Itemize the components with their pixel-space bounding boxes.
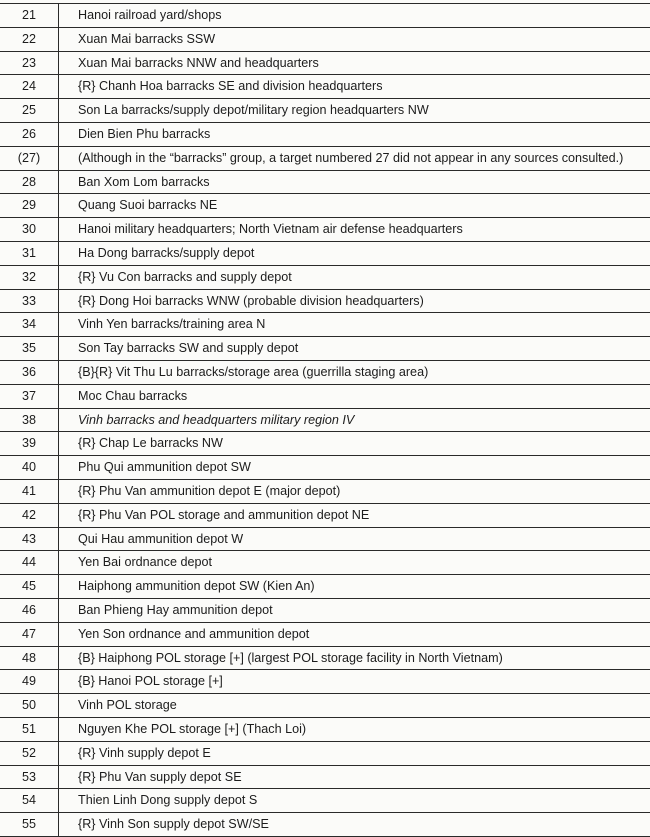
table-row bbox=[0, 622, 650, 646]
target-description: Dien Bien Phu barracks bbox=[59, 122, 650, 146]
target-number: 32 bbox=[0, 265, 59, 289]
table-row bbox=[0, 122, 650, 146]
target-number: 44 bbox=[0, 551, 59, 575]
target-number: 53 bbox=[0, 765, 59, 789]
table-row bbox=[0, 337, 650, 361]
table-row bbox=[0, 265, 650, 289]
target-number: 31 bbox=[0, 241, 59, 265]
target-description: Ban Xom Lom barracks bbox=[59, 170, 650, 194]
target-description: Vinh Yen barracks/training area N bbox=[59, 313, 650, 337]
target-description: Yen Bai ordnance depot bbox=[59, 551, 650, 575]
target-number: 29 bbox=[0, 194, 59, 218]
target-description: Qui Hau ammunition depot W bbox=[59, 527, 650, 551]
target-number: 41 bbox=[0, 479, 59, 503]
target-number: 34 bbox=[0, 313, 59, 337]
target-number: 47 bbox=[0, 622, 59, 646]
table-row bbox=[0, 408, 650, 432]
target-number: 38 bbox=[0, 408, 59, 432]
target-number: 21 bbox=[0, 4, 59, 28]
table-row bbox=[0, 313, 650, 337]
table-row bbox=[0, 551, 650, 575]
table-row bbox=[0, 670, 650, 694]
target-number: (27) bbox=[0, 146, 59, 170]
target-description: {R} Phu Van POL storage and ammunition depot NE bbox=[59, 503, 650, 527]
table-row bbox=[0, 479, 650, 503]
table-row bbox=[0, 218, 650, 242]
target-number: 35 bbox=[0, 337, 59, 361]
target-description: Vinh barracks and headquarters military region IV bbox=[59, 408, 650, 432]
target-number: 45 bbox=[0, 575, 59, 599]
target-description: Son Tay barracks SW and supply depot bbox=[59, 337, 650, 361]
table-row bbox=[0, 241, 650, 265]
target-description: {B}{R} Vit Thu Lu barracks/storage area (guerrilla staging area) bbox=[59, 360, 650, 384]
target-number: 51 bbox=[0, 717, 59, 741]
table-row bbox=[0, 360, 650, 384]
target-description: Ban Phieng Hay ammunition depot bbox=[59, 598, 650, 622]
target-number: 33 bbox=[0, 289, 59, 313]
table-row bbox=[0, 598, 650, 622]
table-row bbox=[0, 384, 650, 408]
target-description: Ha Dong barracks/supply depot bbox=[59, 241, 650, 265]
table-row bbox=[0, 99, 650, 123]
target-description: Vinh POL storage bbox=[59, 694, 650, 718]
target-number: 55 bbox=[0, 813, 59, 837]
table-row bbox=[0, 741, 650, 765]
target-number: 49 bbox=[0, 670, 59, 694]
target-number: 37 bbox=[0, 384, 59, 408]
target-number: 42 bbox=[0, 503, 59, 527]
target-number: 36 bbox=[0, 360, 59, 384]
target-description: Xuan Mai barracks NNW and headquarters bbox=[59, 51, 650, 75]
table-row bbox=[0, 75, 650, 99]
target-description: {R} Vinh supply depot E bbox=[59, 741, 650, 765]
table-row bbox=[0, 4, 650, 28]
table-row bbox=[0, 717, 650, 741]
target-number: 50 bbox=[0, 694, 59, 718]
target-number: 40 bbox=[0, 456, 59, 480]
table-row bbox=[0, 503, 650, 527]
table-row bbox=[0, 170, 650, 194]
target-description: {B} Hanoi POL storage [+] bbox=[59, 670, 650, 694]
target-number: 24 bbox=[0, 75, 59, 99]
table-row bbox=[0, 694, 650, 718]
target-description: Xuan Mai barracks SSW bbox=[59, 27, 650, 51]
target-number: 43 bbox=[0, 527, 59, 551]
target-description: Moc Chau barracks bbox=[59, 384, 650, 408]
target-number: 30 bbox=[0, 218, 59, 242]
target-number: 25 bbox=[0, 99, 59, 123]
target-description: {R} Dong Hoi barracks WNW (probable division headquarters) bbox=[59, 289, 650, 313]
target-description: Quang Suoi barracks NE bbox=[59, 194, 650, 218]
target-number: 54 bbox=[0, 789, 59, 813]
target-description: {R} Chanh Hoa barracks SE and division headquarters bbox=[59, 75, 650, 99]
target-description: Hanoi military headquarters; North Vietnam air defense headquarters bbox=[59, 218, 650, 242]
target-number: 48 bbox=[0, 646, 59, 670]
target-number: 52 bbox=[0, 741, 59, 765]
target-description: (Although in the “barracks” group, a target numbered 27 did not appear in any sources consulted.) bbox=[59, 146, 650, 170]
table-row bbox=[0, 146, 650, 170]
target-description: Thien Linh Dong supply depot S bbox=[59, 789, 650, 813]
table-row bbox=[0, 289, 650, 313]
table-row bbox=[0, 27, 650, 51]
table-row bbox=[0, 813, 650, 837]
target-number: 22 bbox=[0, 27, 59, 51]
table-row bbox=[0, 194, 650, 218]
table-row bbox=[0, 527, 650, 551]
target-description: {B} Haiphong POL storage [+] (largest POL storage facility in North Vietnam) bbox=[59, 646, 650, 670]
table-row bbox=[0, 456, 650, 480]
target-description: Nguyen Khe POL storage [+] (Thach Loi) bbox=[59, 717, 650, 741]
target-description: Son La barracks/supply depot/military region headquarters NW bbox=[59, 99, 650, 123]
target-description: Haiphong ammunition depot SW (Kien An) bbox=[59, 575, 650, 599]
table-row bbox=[0, 432, 650, 456]
target-description: Yen Son ordnance and ammunition depot bbox=[59, 622, 650, 646]
target-description: {R} Phu Van supply depot SE bbox=[59, 765, 650, 789]
table-row bbox=[0, 51, 650, 75]
table-row bbox=[0, 575, 650, 599]
target-number: 23 bbox=[0, 51, 59, 75]
target-description: {R} Chap Le barracks NW bbox=[59, 432, 650, 456]
targets-table bbox=[0, 3, 650, 837]
target-description: {R} Vinh Son supply depot SW/SE bbox=[59, 813, 650, 837]
table-row bbox=[0, 646, 650, 670]
target-number: 26 bbox=[0, 122, 59, 146]
target-description: {R} Vu Con barracks and supply depot bbox=[59, 265, 650, 289]
target-number: 39 bbox=[0, 432, 59, 456]
target-description: Phu Qui ammunition depot SW bbox=[59, 456, 650, 480]
table-row bbox=[0, 765, 650, 789]
target-number: 28 bbox=[0, 170, 59, 194]
target-description: Hanoi railroad yard/shops bbox=[59, 4, 650, 28]
target-description: {R} Phu Van ammunition depot E (major depot) bbox=[59, 479, 650, 503]
table-row bbox=[0, 789, 650, 813]
target-number: 46 bbox=[0, 598, 59, 622]
